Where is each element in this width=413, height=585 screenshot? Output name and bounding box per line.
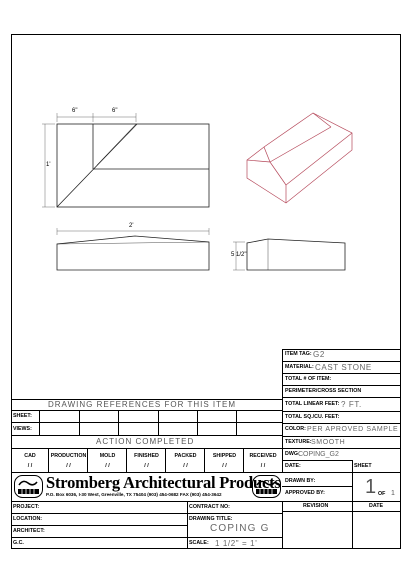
sheet-number: 1 [365,476,377,498]
revision-header: REVISION [303,503,329,509]
approved-by-label: APPROVED BY: [285,490,325,496]
references-sheet-label: SHEET: [13,413,32,419]
item-tag-value: G2 [313,350,325,359]
drawing-title-value: COPING G [210,523,270,534]
dim-label-top-a: 6" [72,108,78,114]
company-logo-left [14,475,44,499]
action-col-label: MOLD [99,453,116,459]
linear-feet-value: ? FT. [341,400,362,409]
scale-value: 1 1/2" = 1' [215,539,258,548]
sheet-total: 1 [391,490,395,497]
location-label: LOCATION: [13,516,43,522]
texture-label: TEXTURE: [285,439,312,445]
action-col-shipped [205,449,244,472]
top-view [57,124,209,207]
action-col-slash: / / [66,463,71,469]
sheet-label: SHEET [354,463,372,469]
item-tag-label: ITEM TAG: [285,351,312,357]
revision-date-header: DATE [369,503,384,509]
action-col-packed [166,449,205,472]
action-col-slash: / / [27,463,33,469]
action-col-finished [127,449,166,472]
references-views-label: VIEWS: [13,426,32,432]
end-view [247,239,345,270]
sheet-of-label: OF [378,491,386,497]
perimeter-label: PERIMETER/CROSS SECTION [285,388,362,394]
company-address: P.O. Box 6036, I-30 West, Greenville, TX 75404 (903) 454-0682 FAX (903) 454-3642 [46,492,222,497]
action-col-cad [11,449,49,472]
dwg-label: DWG: [285,451,300,457]
material-value: CAST STONE [315,363,372,372]
linear-feet-label: TOTAL LINEAR FEET: [285,401,340,407]
color-label: COLOR: [285,426,306,432]
project-label: PROJECT: [13,504,40,510]
action-col-received [244,449,282,472]
action-col-production [49,449,88,472]
dim-label-length: 2' [129,223,134,229]
references-title: DRAWING REFERENCES FOR THIS ITEM [48,400,237,409]
color-value: PER APROVED SAMPLE [307,426,399,433]
company-name: Stromberg Architectural Products [46,473,281,492]
texture-value: SMOOTH [311,439,346,446]
action-col-slash: / / [144,463,149,469]
action-col-label: RECEIVED [249,453,277,459]
drawing-title-label: DRAWING TITLE: [189,516,233,522]
dim-label-top-b: 6" [112,108,118,114]
action-col-label: CAD [24,453,36,459]
gc-label: G.C. [13,540,24,546]
action-col-mold [88,449,127,472]
total-items-label: TOTAL # OF ITEM: [285,376,332,382]
scale-label: SCALE: [189,540,209,546]
dim-label-end: 5 1/2" [231,252,247,258]
action-title: ACTION COMPLETED [96,437,195,446]
action-col-slash: / / [183,463,188,469]
action-col-slash: / / [105,463,110,469]
action-col-slash: / / [222,463,227,469]
date-label: DATE: [285,463,301,469]
dwg-value: COPING_G2 [298,451,339,458]
front-view [57,236,209,270]
action-col-label: PACKED [174,453,197,459]
action-col-label: FINISHED [134,453,159,459]
architect-label: ARCHITECT: [13,528,45,534]
sq-feet-label: TOTAL SQ./CU. FEET: [285,414,340,420]
action-col-label: SHIPPED [212,453,237,459]
action-columns [11,449,282,472]
contract-no-label: CONTRACT NO: [189,504,230,510]
isometric-view [247,113,352,203]
material-label: MATERIAL: [285,364,314,370]
dim-label-height: 1' [46,162,51,168]
drawn-by-label: DRAWN BY: [285,478,316,484]
action-col-slash: / / [260,463,266,469]
action-col-label: PRODUCTION [50,453,87,459]
